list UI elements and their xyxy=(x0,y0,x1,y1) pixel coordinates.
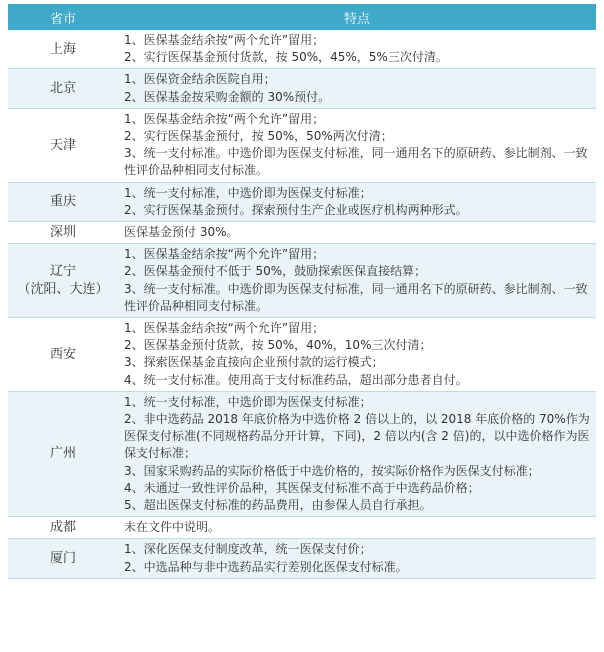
feature-item: 2、实行医保基金预付，按 50%，50%两次付清； xyxy=(124,129,393,144)
city-name: 重庆 xyxy=(49,194,76,210)
feature-item: 4、统一支付标准。使用高于支付标准药品，超出部分患者自付。 xyxy=(124,372,468,387)
header-row xyxy=(8,4,596,30)
header-city: 省市 xyxy=(8,4,118,30)
city-cell xyxy=(8,222,118,244)
feature-item: 1、医保资金结余医院自用； xyxy=(124,72,276,87)
features-cell xyxy=(118,30,596,69)
feature-item: 1、统一支付标准，中选价即为医保支付标准； xyxy=(124,185,372,200)
city-name: 北京 xyxy=(49,81,76,96)
city-cell xyxy=(8,244,118,318)
city-subtitle: （沈阳、大连） xyxy=(17,281,109,297)
feature-item: 1、统一支付标准，中选价即为医保支付标准； xyxy=(124,394,372,409)
features-cell xyxy=(118,539,596,578)
features-cell xyxy=(118,391,596,516)
feature-item: 1、医保基金结余按“两个允许”留用； xyxy=(124,33,325,47)
city-cell xyxy=(8,539,118,578)
feature-item: 1、深化医保支付制度改革，统一医保支付价； xyxy=(124,542,372,557)
city-name: 西安 xyxy=(49,346,76,362)
features-cell xyxy=(118,222,596,244)
table-row xyxy=(8,30,596,69)
features-cell xyxy=(118,69,596,108)
table-row xyxy=(8,517,596,539)
features-cell xyxy=(118,244,596,318)
features-cell xyxy=(118,318,596,392)
table-row xyxy=(8,244,596,318)
policy-table xyxy=(8,4,596,579)
table-row xyxy=(8,182,596,221)
table-row xyxy=(8,108,596,182)
feature-item: 3、探索医保基金直接向企业预付款的运行模式； xyxy=(124,355,384,370)
header-features: 特点 xyxy=(118,4,596,30)
city-cell xyxy=(8,30,118,69)
table-row xyxy=(8,391,596,516)
table-row xyxy=(8,222,596,244)
features-cell xyxy=(118,108,596,182)
feature-item: 4、未通过一致性评价品种，其医保支付标准不高于中选药品价格； xyxy=(124,480,480,495)
feature-item: 2、非中选药品 2018 年底价格为中选价格 2 倍以上的，以 2018 年底价格的 70%作为医保支付标准(不同规格药品分开计算，下同)，2 倍以内(含 2 倍)的，以中选价格作为医保支付标准； xyxy=(124,412,590,461)
city-name: 成都 xyxy=(49,520,76,536)
city-cell xyxy=(8,108,118,182)
feature-item: 2、医保基金预付不低于 50%，鼓励探索医保直接结算； xyxy=(124,264,427,279)
city-cell xyxy=(8,69,118,108)
feature-item: 2、中选品种与非中选药品实行差别化医保支付标准。 xyxy=(124,559,408,574)
table-row xyxy=(8,318,596,392)
city-cell xyxy=(8,517,118,539)
city-name: 广州 xyxy=(49,446,76,462)
features-cell xyxy=(118,182,596,221)
feature-item: 1、医保基金结余按“两个允许”留用； xyxy=(124,321,325,336)
feature-item: 2、医保基金预付货款，按 50%，40%，10%三次付清； xyxy=(124,338,432,353)
table-row xyxy=(8,539,596,578)
city-name: 厦门 xyxy=(49,551,76,567)
city-cell xyxy=(8,318,118,392)
city-name: 深圳 xyxy=(49,225,76,241)
feature-item: 1、医保基金结余按“两个允许”留用； xyxy=(124,111,325,126)
feature-item: 2、实行医保基金预付货款，按 50%，45%，5%三次付清。 xyxy=(124,50,448,65)
feature-item: 未在文件中说明。 xyxy=(124,520,221,535)
city-cell xyxy=(8,182,118,221)
feature-item: 3、国家采购药品的实际价格低于中选价格的，按实际价格作为医保支付标准； xyxy=(124,463,540,478)
feature-item: 医保基金预付 30%。 xyxy=(124,225,239,240)
table-body xyxy=(8,30,596,578)
features-cell xyxy=(118,517,596,539)
feature-item: 1、医保基金结余按“两个允许”留用； xyxy=(124,247,325,262)
city-name: 上海 xyxy=(49,41,76,57)
feature-item: 3、统一支付标准。中选价即为医保支付标准，同一通用名下的原研药、参比制剂、一致性评价品种相同支付标准。 xyxy=(124,146,588,178)
table-row xyxy=(8,69,596,108)
feature-item: 3、统一支付标准。中选价即为医保支付标准，同一通用名下的原研药、参比制剂、一致性评价品种相同支付标准。 xyxy=(124,281,588,313)
city-name: 辽宁 xyxy=(49,264,76,280)
feature-item: 2、医保基金按采购金额的 30%预付。 xyxy=(124,89,331,104)
city-cell xyxy=(8,391,118,516)
feature-item: 2、实行医保基金预付。探索预付生产企业或医疗机构两种形式。 xyxy=(124,202,468,217)
city-name: 天津 xyxy=(49,137,76,153)
feature-item: 5、超出医保支付标准的药品费用，由参保人员自行承担。 xyxy=(124,498,432,513)
